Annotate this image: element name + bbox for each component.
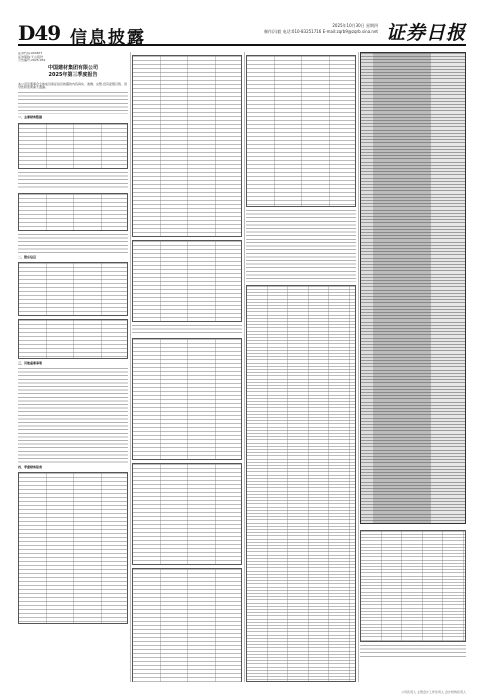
company-name: 中国建材集团有限公司 — [47, 64, 98, 71]
section-heading: 四、季度财务报表 — [18, 464, 43, 469]
data-table — [132, 338, 242, 460]
report-title-block — [18, 65, 128, 79]
body-text-block — [18, 92, 128, 114]
stock-name: 证券简称:天山股份 — [18, 54, 44, 59]
column-2 — [132, 52, 242, 682]
issue-info — [264, 23, 378, 35]
disclaimer-text: 本公司及董事会全体成员保证信息披露的内容真实、准确、完整,没有虚假记载、误导性陈述或重大遗漏。 — [18, 81, 127, 90]
data-table — [246, 285, 356, 682]
data-table — [18, 319, 128, 359]
column-4 — [360, 52, 466, 682]
contact-line: 制作/冯毅 电话:010-83251716 E-mail:zqrb9@zqrb.sina.net — [263, 29, 378, 34]
column-divider — [130, 52, 131, 682]
column-divider — [244, 52, 245, 682]
data-table — [132, 463, 242, 565]
body-text-block — [132, 325, 242, 335]
stock-code: 证券代码:000877 — [18, 52, 43, 55]
column-1 — [18, 52, 128, 682]
section-title: 信息披露 — [70, 28, 146, 48]
body-text-block — [18, 368, 128, 464]
body-text-block — [246, 210, 356, 240]
data-table — [18, 123, 128, 169]
footer-note: 公司负责人 主管会计工作负责人 会计机构负责人 — [401, 690, 466, 694]
column-3 — [246, 52, 356, 682]
announcement-number: 公告编号:2025-052 — [18, 58, 46, 63]
column-divider — [358, 52, 359, 682]
page-header — [18, 18, 466, 46]
section-heading: 一、主要财务数据 — [18, 114, 43, 119]
data-table — [360, 52, 466, 524]
section-code: D49 — [18, 21, 61, 45]
data-table — [246, 55, 356, 207]
body-text-block — [246, 242, 356, 282]
data-table — [132, 568, 242, 682]
report-title: 2025年第三季度报告 — [48, 71, 98, 78]
body-text-block — [18, 234, 128, 254]
data-table — [132, 55, 242, 237]
body-text-block — [360, 645, 466, 659]
issue-date: 2025年10月30日 星期四 — [332, 23, 378, 28]
body-text-block — [18, 172, 128, 190]
data-table — [18, 472, 128, 624]
section-heading: 三、其他重要事项 — [18, 361, 43, 366]
article-columns — [18, 52, 466, 682]
data-table — [132, 240, 242, 322]
data-table — [18, 193, 128, 231]
data-table — [360, 530, 466, 642]
section-heading: 二、股东信息 — [18, 254, 37, 259]
data-table — [18, 262, 128, 316]
newspaper-masthead: 证券日报 — [385, 22, 466, 44]
